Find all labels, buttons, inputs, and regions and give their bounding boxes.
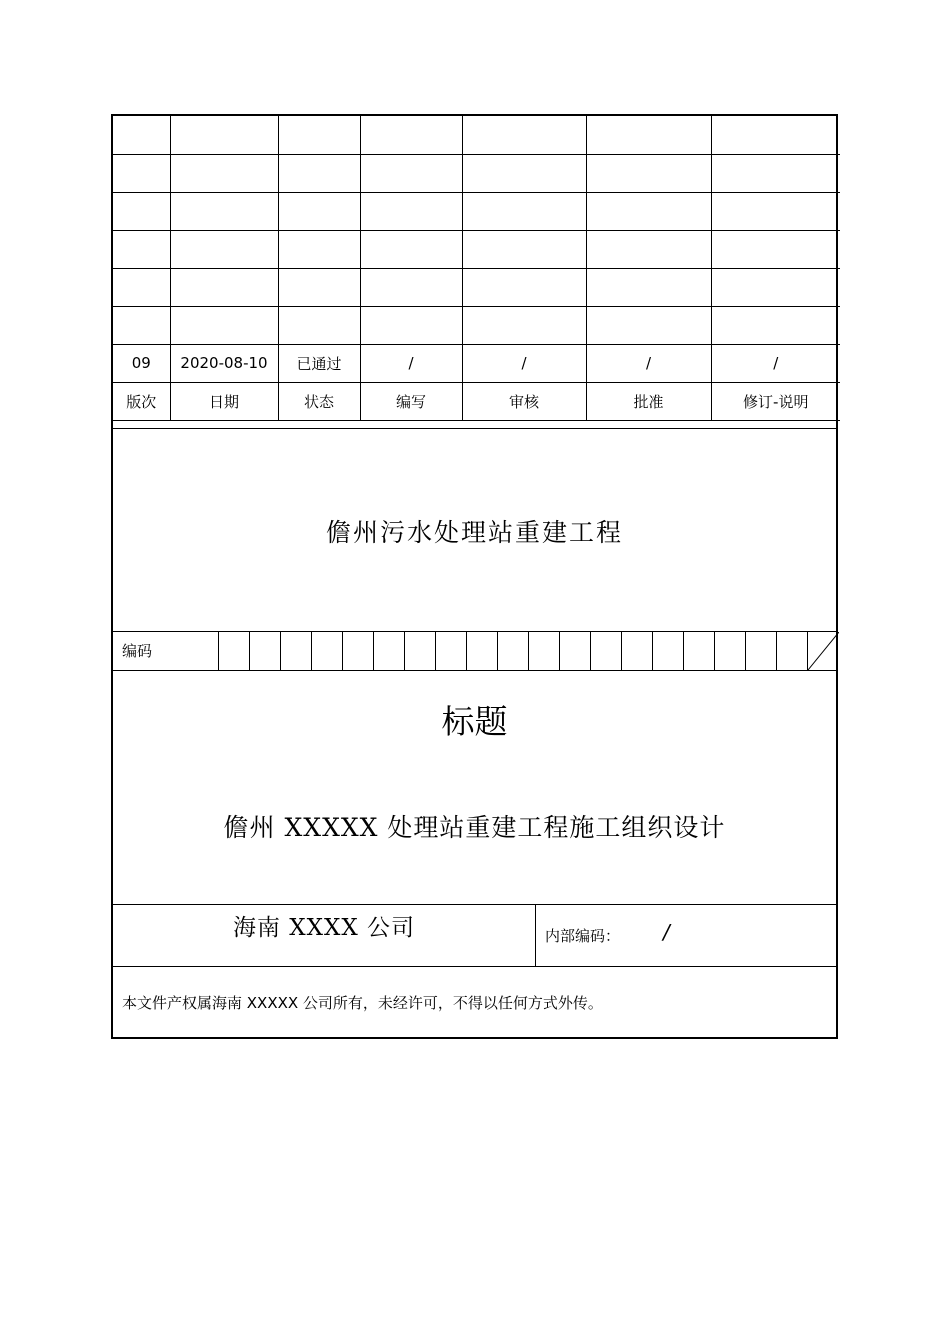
code-cell — [590, 632, 621, 670]
revision-empty-row-cell — [113, 306, 170, 344]
revision-empty-row-cell — [711, 306, 840, 344]
revision-empty-row-cell — [113, 192, 170, 230]
revision-empty-row-cell — [113, 116, 170, 154]
internal-code-label: 内部编码： — [545, 927, 621, 945]
code-cells — [218, 632, 838, 670]
revision-empty-row-cell — [586, 230, 711, 268]
revision-empty-row-cell — [278, 192, 360, 230]
revision-empty-row-cell — [711, 230, 840, 268]
revision-latest-row-cell: / — [462, 344, 586, 382]
revision-empty-row-cell — [586, 268, 711, 306]
revision-empty-row-cell — [711, 116, 840, 154]
code-cell — [559, 632, 590, 670]
revision-header-row-cell: 批准 — [586, 382, 711, 420]
revision-latest-row-cell: / — [586, 344, 711, 382]
revision-empty-row-cell — [711, 192, 840, 230]
code-cell — [404, 632, 435, 670]
revision-empty-row-cell — [113, 154, 170, 192]
revision-empty-row-cell — [278, 230, 360, 268]
company-row — [113, 904, 836, 967]
revision-empty-row — [113, 192, 840, 230]
code-cell — [776, 632, 807, 670]
revision-empty-row-cell — [462, 192, 586, 230]
revision-empty-row-cell — [278, 154, 360, 192]
revision-empty-row-cell — [462, 306, 586, 344]
revision-empty-row — [113, 306, 840, 344]
document-title: 儋州 XXXXX 处理站重建工程施工组织设计 — [223, 813, 726, 842]
revision-empty-row-cell — [360, 306, 462, 344]
revision-empty-row-cell — [586, 116, 711, 154]
code-label: 编码 — [122, 642, 153, 660]
revision-empty-row-cell — [462, 116, 586, 154]
internal-code-value: / — [663, 920, 670, 944]
revision-empty-row — [113, 268, 840, 306]
code-cell — [683, 632, 714, 670]
code-cell — [714, 632, 745, 670]
code-cell — [280, 632, 311, 670]
revision-empty-row-cell — [462, 154, 586, 192]
code-cell — [497, 632, 528, 670]
revision-empty-row-cell — [170, 192, 278, 230]
revision-table — [113, 116, 840, 421]
revision-empty-row-cell — [170, 230, 278, 268]
revision-header-row-cell: 状态 — [278, 382, 360, 420]
code-cell — [745, 632, 776, 670]
copyright-notice: 本文件产权属海南 XXXXX 公司所有，未经许可，不得以任何方式外传。 — [122, 994, 603, 1012]
revision-header-row-cell: 审核 — [462, 382, 586, 420]
revision-latest-row-cell: / — [360, 344, 462, 382]
revision-empty-row-cell — [278, 268, 360, 306]
revision-empty-row-cell — [360, 154, 462, 192]
code-cell — [249, 632, 280, 670]
revision-empty-row — [113, 116, 840, 154]
revision-empty-row-cell — [462, 230, 586, 268]
revision-empty-row-cell — [462, 268, 586, 306]
code-cell — [466, 632, 497, 670]
revision-empty-row-cell — [113, 268, 170, 306]
code-cell — [311, 632, 342, 670]
code-cell — [652, 632, 683, 670]
code-cell — [218, 632, 249, 670]
revision-empty-row-cell — [360, 230, 462, 268]
revision-empty-row-cell — [170, 268, 278, 306]
revision-latest-row-cell: / — [711, 344, 840, 382]
revision-latest-row-cell: 2020-08-10 — [170, 344, 278, 382]
revision-empty-row-cell — [711, 268, 840, 306]
code-cell — [435, 632, 466, 670]
revision-empty-row-cell — [586, 154, 711, 192]
revision-header-row — [113, 382, 840, 420]
document-cover-sheet — [111, 114, 838, 1039]
revision-empty-row — [113, 230, 840, 268]
company-name: 海南 XXXX 公司 — [113, 905, 536, 966]
revision-empty-row-cell — [360, 116, 462, 154]
revision-empty-row-cell — [360, 268, 462, 306]
code-cell — [342, 632, 373, 670]
revision-header-row-cell: 修订-说明 — [711, 382, 840, 420]
revision-empty-row-cell — [170, 306, 278, 344]
revision-header-row-cell: 编写 — [360, 382, 462, 420]
code-cell — [528, 632, 559, 670]
code-cell — [621, 632, 652, 670]
revision-empty-row-cell — [711, 154, 840, 192]
title-block — [113, 670, 836, 904]
code-row — [113, 631, 836, 671]
project-name: 儋州污水处理站重建工程 — [113, 428, 836, 632]
revision-empty-row-cell — [586, 306, 711, 344]
revision-header-row-cell: 版次 — [113, 382, 170, 420]
revision-latest-row — [113, 344, 840, 382]
revision-empty-row — [113, 154, 840, 192]
revision-latest-row-cell: 已通过 — [278, 344, 360, 382]
revision-empty-row-cell — [360, 192, 462, 230]
code-cell-diagonal — [807, 632, 838, 670]
title-heading: 标题 — [441, 702, 508, 741]
revision-empty-row-cell — [278, 116, 360, 154]
code-cell — [373, 632, 404, 670]
revision-empty-row-cell — [278, 306, 360, 344]
revision-empty-row-cell — [170, 154, 278, 192]
revision-empty-row-cell — [113, 230, 170, 268]
revision-empty-row-cell — [170, 116, 278, 154]
revision-latest-row-cell: 09 — [113, 344, 170, 382]
revision-header-row-cell: 日期 — [170, 382, 278, 420]
revision-empty-row-cell — [586, 192, 711, 230]
